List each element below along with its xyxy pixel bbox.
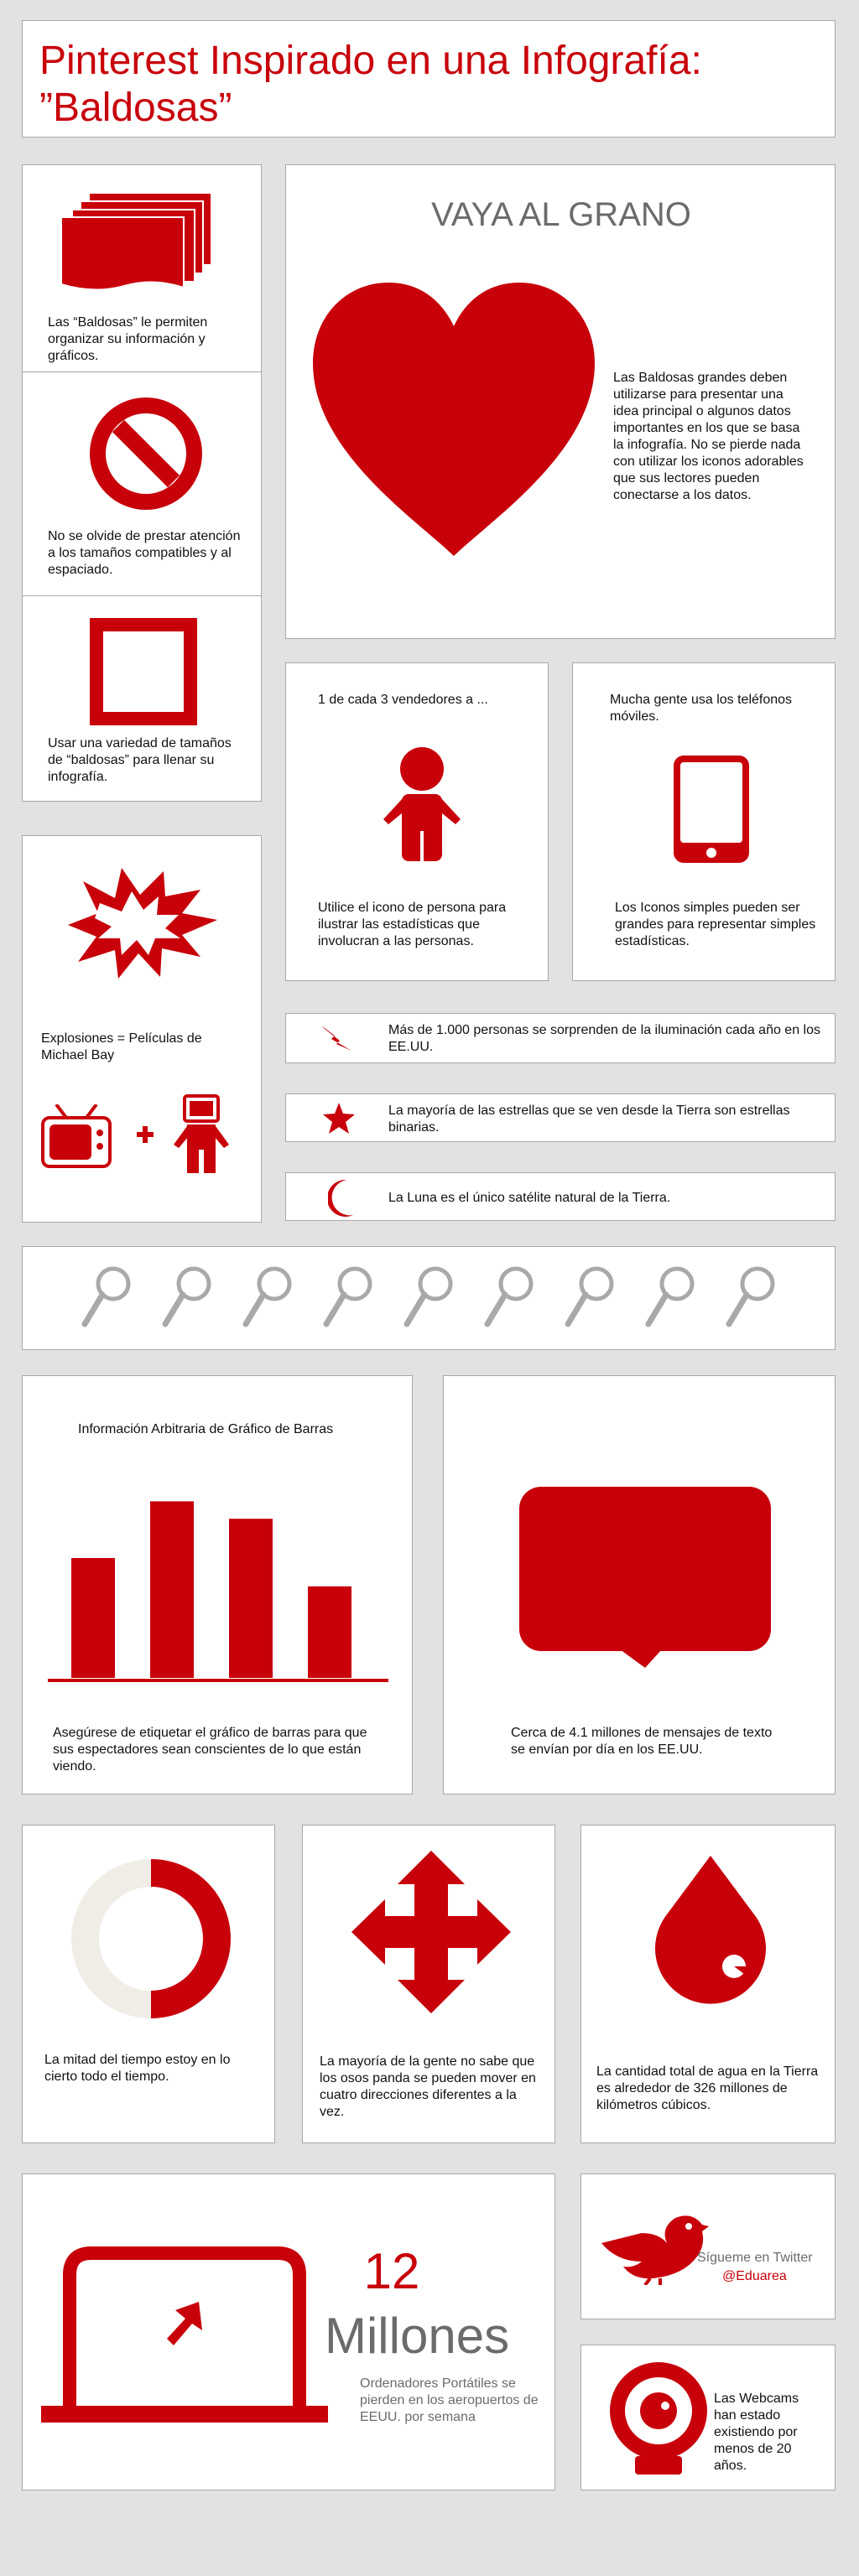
magnifier-icon bbox=[648, 1269, 692, 1324]
crescent-moon-icon bbox=[328, 1180, 355, 1217]
bar-2 bbox=[150, 1501, 194, 1678]
cursor-arrow-icon bbox=[165, 2302, 206, 2347]
bar-1 bbox=[71, 1558, 115, 1678]
tile-webcam bbox=[580, 2345, 836, 2490]
webcam-text: Las Webcams han estado existiendo por menos de 20 años. bbox=[714, 2392, 799, 2473]
person-icon bbox=[382, 747, 462, 861]
bar-4 bbox=[308, 1587, 351, 1678]
tiles-text: Las “Baldosas” le permiten organizar su información y gráficos. bbox=[48, 315, 208, 363]
tile-messages bbox=[443, 1375, 836, 1794]
explosion-icon bbox=[66, 866, 219, 984]
fact-star-text: La mayoría de las estrellas que se ven desde la Tierra son estrellas binarias. bbox=[388, 1104, 790, 1135]
mobile-phone-icon bbox=[674, 756, 749, 863]
magnifier-icon bbox=[165, 1269, 209, 1324]
fact-moon-tile bbox=[285, 1172, 836, 1221]
magnifier-icon bbox=[246, 1269, 289, 1324]
donut-filled-arc bbox=[151, 1859, 231, 2018]
tile-twitter bbox=[580, 2174, 836, 2319]
magnifier-row bbox=[23, 1247, 835, 1349]
star-icon bbox=[323, 1103, 355, 1135]
magnifier-icon bbox=[326, 1269, 370, 1324]
laptop-text: Ordenadores Portátiles se pierden en los aeropuertos de EEUU. por semana bbox=[360, 2376, 539, 2424]
page-title bbox=[39, 38, 702, 132]
tile-laptop bbox=[22, 2174, 555, 2490]
tile-variety bbox=[22, 595, 262, 802]
tile-grano bbox=[285, 164, 836, 639]
tile-bar-chart bbox=[22, 1375, 413, 1794]
bar-3 bbox=[229, 1519, 273, 1678]
magnifier-icon bbox=[729, 1269, 773, 1324]
water-drop-icon bbox=[655, 1856, 766, 2007]
tile-phones bbox=[572, 662, 836, 981]
tile-half bbox=[22, 1825, 275, 2143]
half-text: La mitad del tiempo estoy en lo cierto todo el tiempo. bbox=[44, 2053, 231, 2084]
header-tile bbox=[22, 20, 836, 138]
fact-moon-text: La Luna es el único satélite natural de la Tierra. bbox=[388, 1191, 671, 1205]
messages-text: Cerca de 4.1 millones de mensajes de texto se envían por día en los EE.UU. bbox=[511, 1726, 773, 1757]
fact-star-tile bbox=[285, 1093, 836, 1142]
magnifier-icon bbox=[407, 1269, 450, 1324]
tile-sizes bbox=[22, 371, 262, 596]
sellers-top-text: 1 de cada 3 vendedores a ... bbox=[318, 693, 488, 707]
donut-icon bbox=[70, 1857, 232, 2020]
lightning-icon bbox=[320, 1024, 353, 1052]
heart-icon bbox=[313, 283, 595, 559]
magnifier-strip bbox=[22, 1246, 836, 1350]
magnifier-icon bbox=[568, 1269, 612, 1324]
plus-icon bbox=[137, 1126, 154, 1143]
explosions-text: Explosiones = Películas de Michael Bay bbox=[41, 1031, 202, 1062]
twitter-handle[interactable]: @Eduarea bbox=[722, 2269, 787, 2283]
page-title-line2: ”Baldosas” bbox=[39, 86, 232, 130]
tile-sellers bbox=[285, 662, 549, 981]
panda-text: La mayoría de la gente no sabe que los osos panda se pueden mover en cuatro direcciones diferentes a la vez. bbox=[320, 2054, 536, 2119]
webcam-icon bbox=[603, 2362, 717, 2476]
tile-baldosas bbox=[22, 164, 262, 372]
variety-text: Usar una variedad de tamaños de “baldosas” para llenar su infografía. bbox=[48, 736, 232, 784]
square-outline-icon bbox=[90, 618, 197, 725]
water-text: La cantidad total de agua en la Tierra es alrededor de 326 millones de kilómetros cúbicos. bbox=[596, 2064, 819, 2112]
no-entry-icon bbox=[90, 397, 202, 510]
grano-title: VAYA AL GRANO bbox=[431, 196, 691, 233]
page-title-line1: Pinterest Inspirado en una Infografía: bbox=[39, 39, 702, 83]
speech-bubble-icon bbox=[519, 1487, 771, 1668]
phones-bottom-text: Los Iconos simples pueden ser grandes para representar simples estadísticas. bbox=[615, 901, 816, 948]
laptop-number: 12 bbox=[363, 2243, 420, 2299]
tv-icon bbox=[41, 1104, 112, 1168]
sizes-text: No se olvide de prestar atención a los tamaños compatibles y al espaciado. bbox=[48, 529, 241, 577]
fact-lightning-text: Más de 1.000 personas se sorprenden de la iluminación cada año en los EE.UU. bbox=[388, 1023, 820, 1054]
bird-icon bbox=[600, 2208, 709, 2285]
bar-chart-title: Información Arbitraria de Gráfico de Barras bbox=[78, 1422, 334, 1436]
magnifier-icon bbox=[85, 1269, 128, 1324]
tile-water bbox=[580, 1825, 836, 2143]
tv-head-person-icon bbox=[172, 1094, 231, 1173]
bar-chart-text: Asegúrese de etiquetar el gráfico de barras para que sus espectadores sean conscientes de lo que están viendo. bbox=[53, 1726, 367, 1774]
magnifier-icon bbox=[487, 1269, 531, 1324]
stacked-pages-icon bbox=[61, 194, 217, 293]
grano-text: Las Baldosas grandes deben utilizarse para presentar una idea principal o algunos datos importantes en los que se basa la infografía. No se pierde nada con utilizar los iconos adorables que sus lectores pueden conectarse a los datos. bbox=[613, 371, 804, 502]
tile-panda bbox=[302, 1825, 555, 2143]
phones-top-text: Mucha gente usa los teléfonos móviles. bbox=[610, 693, 793, 724]
four-arrows-icon bbox=[351, 1851, 511, 2013]
fact-lightning-tile bbox=[285, 1013, 836, 1063]
tile-explosions bbox=[22, 835, 262, 1223]
sellers-bottom-text: Utilice el icono de persona para ilustrar las estadísticas que involucran a las personas. bbox=[318, 901, 507, 948]
laptop-unit: Millones bbox=[325, 2308, 510, 2364]
twitter-text: Sígueme en Twitter bbox=[697, 2251, 813, 2265]
